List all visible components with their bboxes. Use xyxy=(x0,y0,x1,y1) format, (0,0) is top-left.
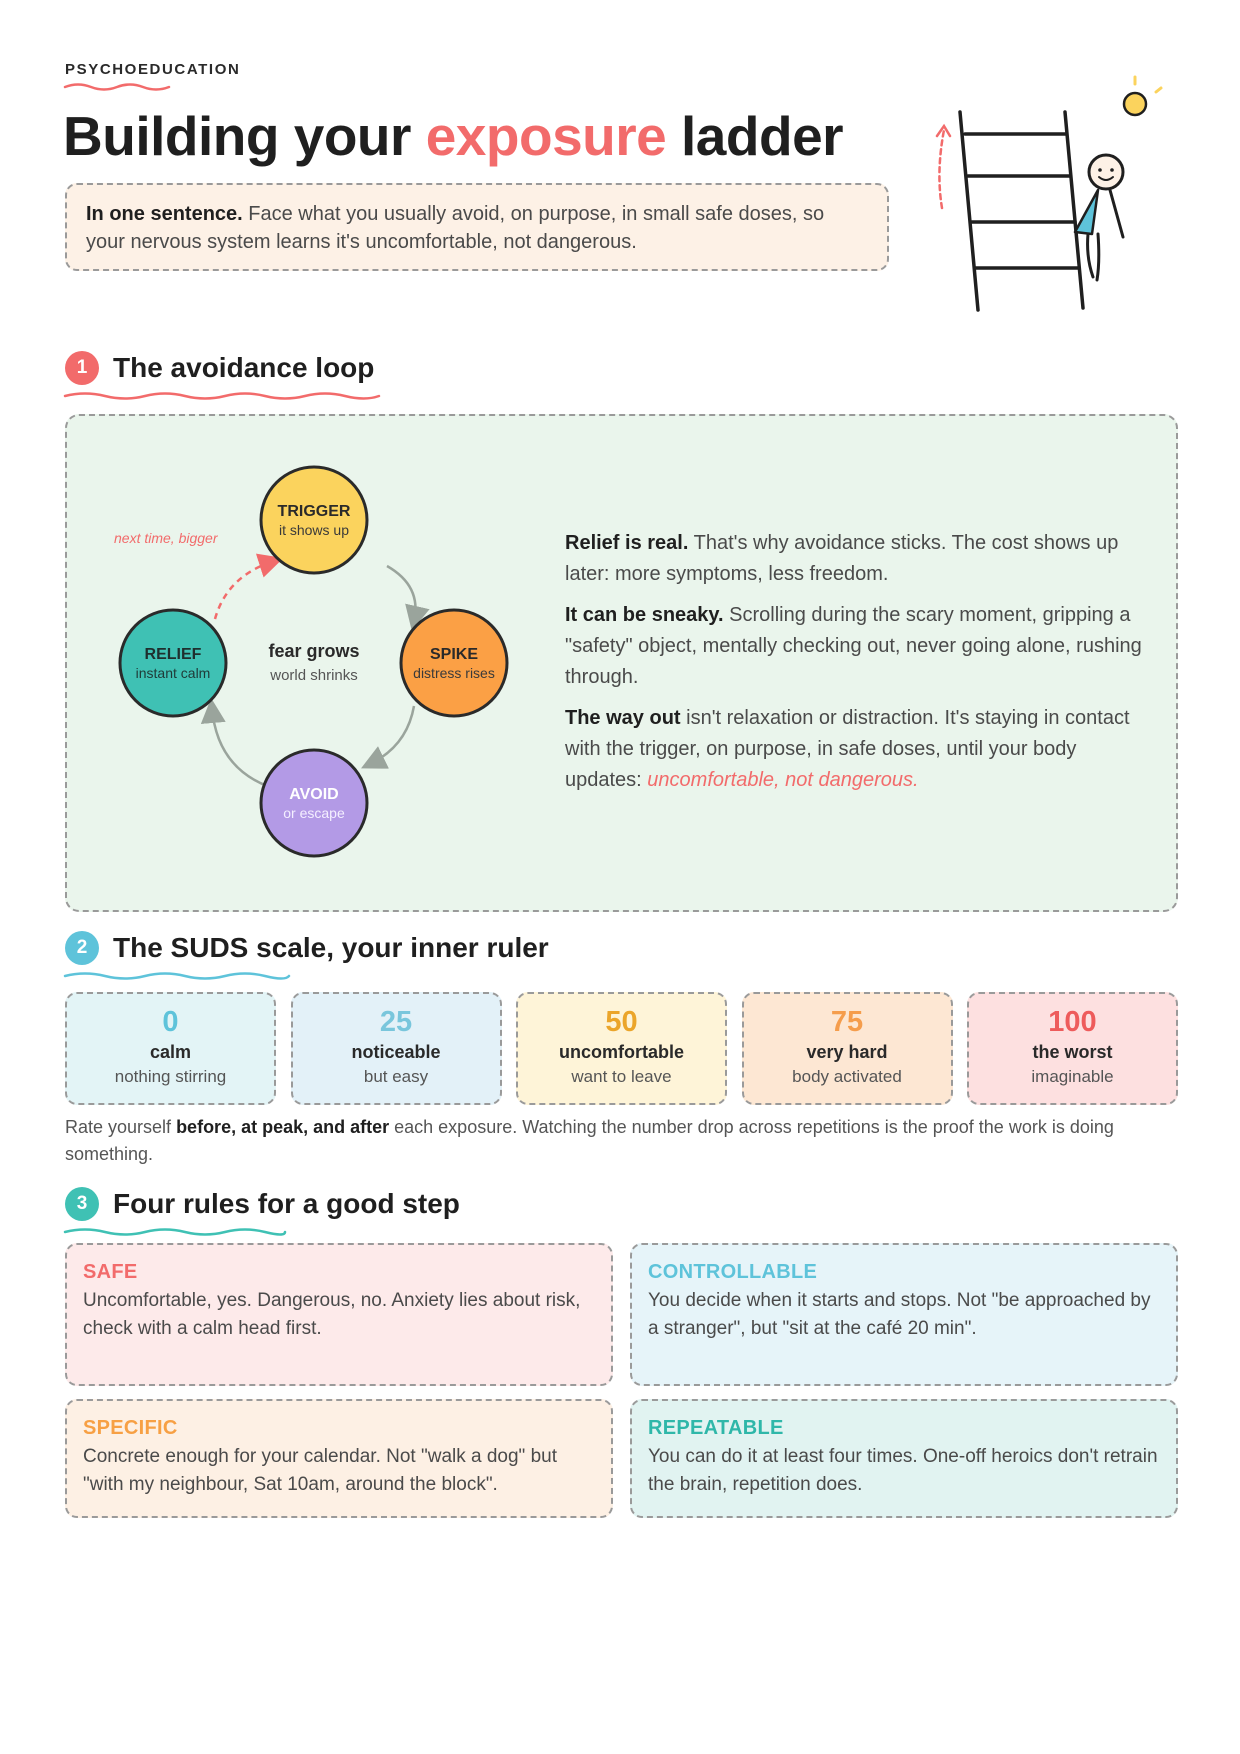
rule-heading: REPEATABLE xyxy=(648,1417,784,1439)
suds-value: 75 xyxy=(830,1006,864,1038)
suds-label: calm xyxy=(149,1042,192,1062)
sun-icon xyxy=(1124,77,1161,115)
loop-p1-lead: Relief is real. xyxy=(565,532,689,554)
eyebrow-squiggle xyxy=(63,81,173,91)
rule-heading: SAFE xyxy=(83,1261,138,1283)
summary-lead: In one sentence. xyxy=(86,203,243,225)
section-3-squiggle xyxy=(63,1226,289,1238)
suds-label: very hard xyxy=(806,1042,888,1062)
suds-scale xyxy=(65,992,1178,1105)
section-2-squiggle xyxy=(63,970,293,982)
node-avoid xyxy=(261,750,367,856)
suds-card-50 xyxy=(516,992,727,1105)
section-1-squiggle xyxy=(63,390,383,402)
rule-heading: CONTROLLABLE xyxy=(648,1261,818,1283)
title-part-2: ladder xyxy=(666,105,844,167)
avoidance-loop-explanation xyxy=(565,528,1155,806)
arrow-relief-to-trigger xyxy=(215,561,274,619)
arrow-trigger-to-spike xyxy=(387,566,415,621)
ladder-icon xyxy=(960,112,1083,310)
node-trigger-sub: it shows up xyxy=(278,522,350,538)
ladder-illustration xyxy=(930,72,1170,322)
rule-heading: SPECIFIC xyxy=(83,1417,178,1439)
loop-center-sub: world shrinks xyxy=(270,667,358,684)
section-1-heading xyxy=(65,348,374,388)
loop-p3-text: isn't relaxation or distraction. It's staying in contact with the trigger, on purpose, in safe doses, until your body updates: xyxy=(565,707,1130,791)
loop-p2-lead: It can be sneaky. xyxy=(565,604,724,626)
section-3-number: 3 xyxy=(65,1187,99,1221)
rule-body: You can do it at least four times. One-off heroics don't retrain the brain, repetition does. xyxy=(648,1446,1158,1495)
title-accent: exposure xyxy=(425,105,667,167)
rule-body: Concrete enough for your calendar. Not "walk a dog" but "with my neighbour, Sat 10am, around the block". xyxy=(83,1446,557,1495)
suds-sub: body activated xyxy=(792,1067,902,1086)
section-1-title: The avoidance loop xyxy=(113,352,375,383)
node-avoid-sub: or escape xyxy=(283,805,345,821)
section-3-heading xyxy=(65,1184,460,1224)
loop-center-title: fear grows xyxy=(268,641,360,661)
suds-note-post: each exposure. Watching the number drop across repetitions is the proof the work is doing something. xyxy=(65,1117,1114,1164)
suds-sub: but easy xyxy=(363,1067,429,1086)
suds-sub: nothing stirring xyxy=(114,1067,227,1086)
node-relief xyxy=(120,610,226,716)
section-2-heading xyxy=(65,928,549,968)
suds-card-25 xyxy=(291,992,502,1105)
suds-label: noticeable xyxy=(351,1042,441,1062)
eyebrow-label: PSYCHOEDUCATION xyxy=(65,61,241,78)
up-arrow-icon xyxy=(937,126,950,208)
node-trigger xyxy=(261,467,367,573)
page-title xyxy=(63,104,843,168)
suds-label: the worst xyxy=(1032,1042,1113,1062)
suds-card-75 xyxy=(742,992,953,1105)
loop-paragraph-2 xyxy=(565,600,1155,693)
rule-card-controllable xyxy=(630,1243,1178,1386)
node-avoid-title: AVOID xyxy=(289,786,339,803)
summary-text: Face what you usually avoid, on purpose, in small safe doses, so your nervous system learns it's uncomfortable, not dangerous. xyxy=(86,203,825,253)
suds-value: 100 xyxy=(1048,1006,1097,1038)
suds-card-0 xyxy=(65,992,276,1105)
loop-paragraph-1 xyxy=(565,528,1155,590)
suds-note-bold: before, at peak, and after xyxy=(176,1117,390,1137)
rule-card-safe xyxy=(65,1243,613,1386)
node-spike xyxy=(401,610,507,716)
suds-card-100 xyxy=(967,992,1178,1105)
loop-paragraph-3 xyxy=(565,703,1155,796)
node-spike-title: SPIKE xyxy=(429,646,479,663)
rule-card-repeatable xyxy=(630,1399,1178,1518)
suds-value: 50 xyxy=(605,1006,638,1038)
loop-p3-lead: The way out xyxy=(565,707,681,729)
suds-value: 25 xyxy=(379,1006,413,1038)
rule-card-specific xyxy=(65,1399,613,1518)
node-spike-sub: distress rises xyxy=(413,665,495,681)
avoidance-loop-panel xyxy=(65,414,1178,912)
arrow-spike-to-avoid xyxy=(370,706,414,764)
section-3-title: Four rules for a good step xyxy=(113,1188,460,1219)
node-relief-title: RELIEF xyxy=(144,646,202,663)
suds-note xyxy=(65,1114,1178,1168)
person-icon xyxy=(1075,155,1123,280)
node-trigger-title: TRIGGER xyxy=(277,503,351,520)
suds-sub: want to leave xyxy=(571,1067,672,1086)
title-part-1: Building your xyxy=(63,105,426,167)
section-2-number: 2 xyxy=(65,931,99,965)
suds-value: 0 xyxy=(162,1006,179,1038)
arrow-avoid-to-relief xyxy=(212,708,267,786)
rule-body: You decide when it starts and stops. Not "be approached by a stranger", but "sit at the café 20 min". xyxy=(648,1290,1151,1339)
loop-p1-text: That's why avoidance sticks. The cost shows up later: more symptoms, less freedom. xyxy=(565,532,1119,585)
avoidance-loop-diagram xyxy=(67,416,557,914)
node-relief-sub: instant calm xyxy=(135,665,211,681)
rule-body: Uncomfortable, yes. Dangerous, no. Anxiety lies about risk, check with a calm head first. xyxy=(83,1290,581,1339)
section-2-title: The SUDS scale, your inner ruler xyxy=(113,932,549,963)
loop-p3-highlight: uncomfortable, not dangerous. xyxy=(647,769,919,791)
loop-annotation: next time, bigger xyxy=(114,530,218,546)
suds-label: uncomfortable xyxy=(558,1042,684,1062)
section-1-number: 1 xyxy=(65,351,99,385)
summary-box xyxy=(65,183,889,271)
suds-note-pre: Rate yourself xyxy=(65,1117,177,1137)
suds-sub: imaginable xyxy=(1031,1067,1114,1086)
loop-p2-text: Scrolling during the scary moment, gripping a "safety" object, mentally checking out, never going alone, rushing through. xyxy=(565,604,1142,688)
